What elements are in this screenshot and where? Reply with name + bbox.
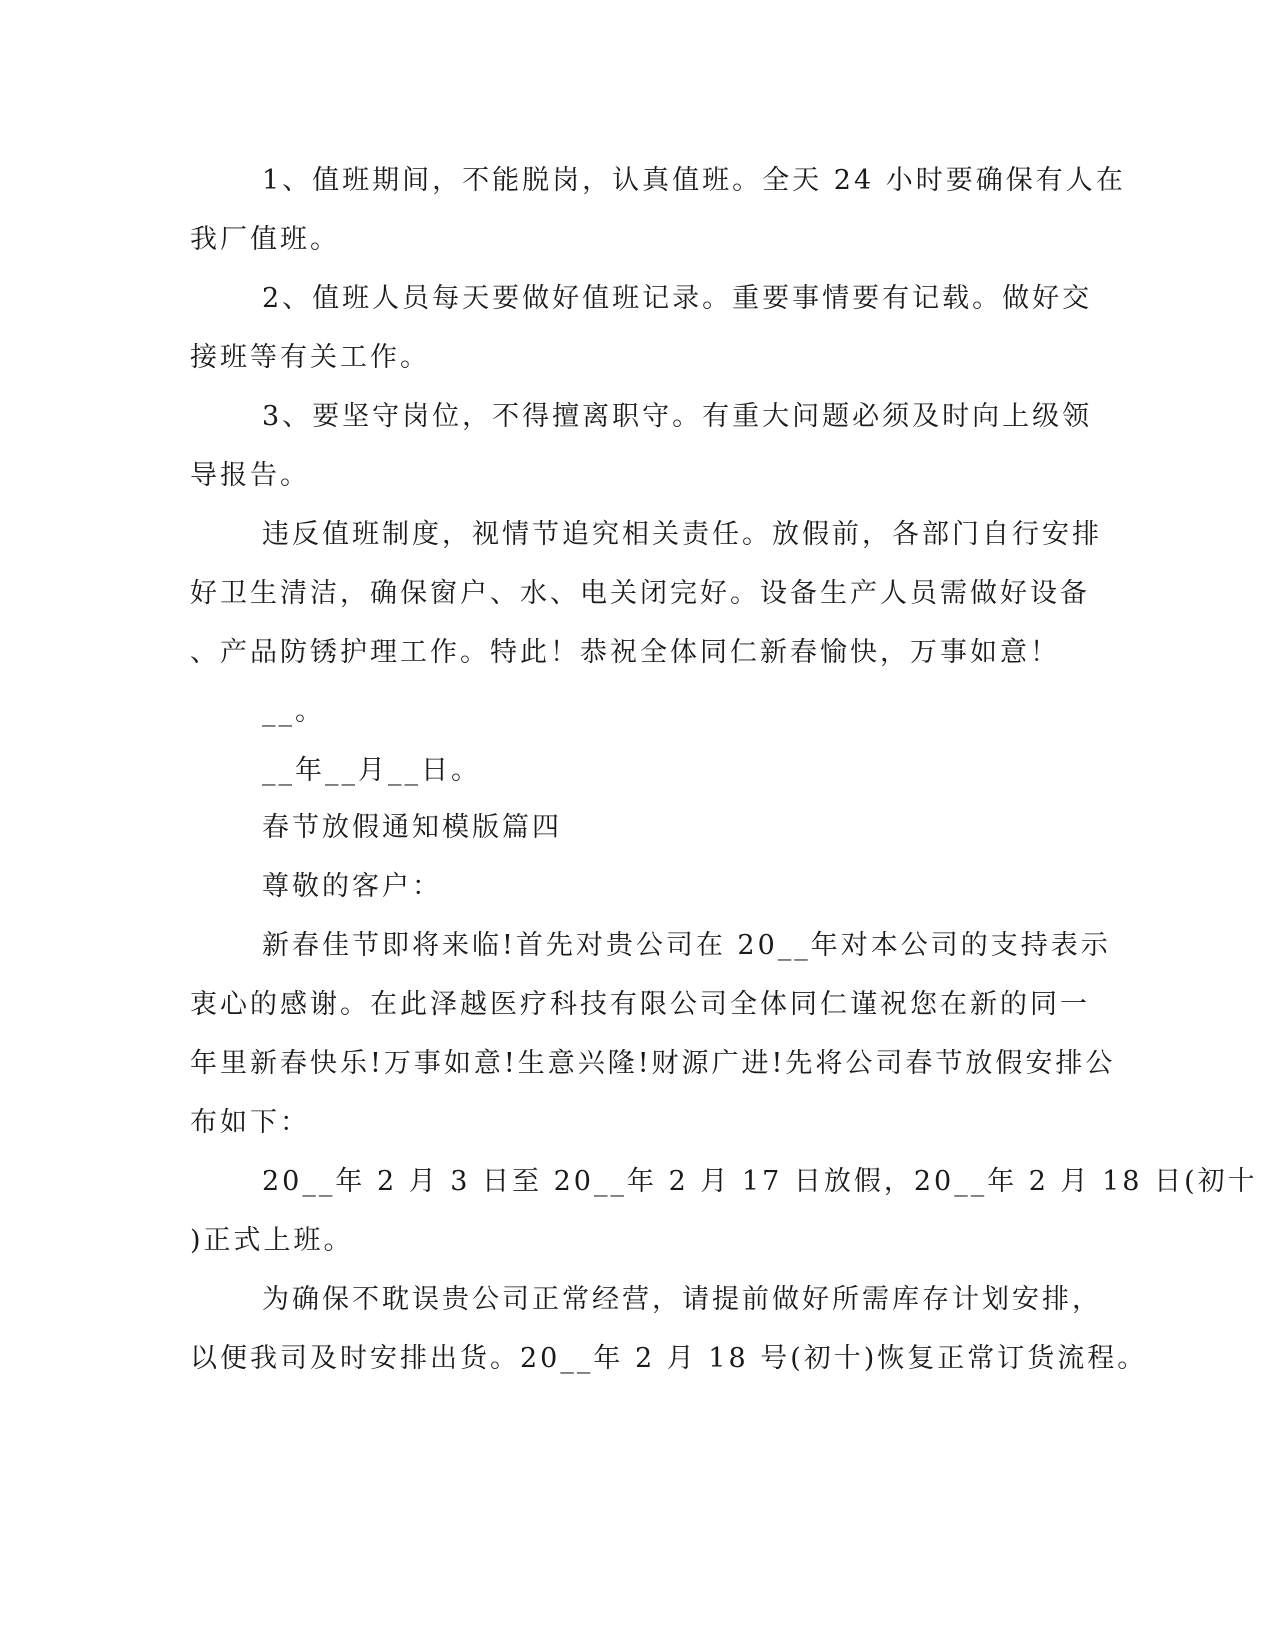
paragraph-duty-3-line-1: 3、要坚守岗位，不得擅离职守。有重大问题必须及时向上级领: [262, 401, 1093, 432]
paragraph-duty-1-line-2: 我厂值班。: [190, 224, 340, 255]
paragraph-schedule-line-1: 20__年 2 月 3 日至 20__年 2 月 17 日放假，20__年 2 月 18 日(初十: [262, 1166, 1258, 1197]
paragraph-greeting-line-3: 年里新春快乐!万事如意!生意兴隆!财源广进!先将公司春节放假安排公: [190, 1048, 1116, 1079]
paragraph-duty-2-line-1: 2、值班人员每天要做好值班记录。重要事情要有记载。做好交: [262, 283, 1093, 314]
paragraph-schedule-line-2: )正式上班。: [190, 1225, 354, 1256]
paragraph-greeting-line-1: 新春佳节即将来临!首先对贵公司在 20__年对本公司的支持表示: [262, 930, 1111, 961]
paragraph-duty-2-line-2: 接班等有关工作。: [190, 342, 430, 373]
section-title: 春节放假通知模版篇四: [262, 812, 562, 843]
paragraph-duty-1-line-1: 1、值班期间，不能脱岗，认真值班。全天 24 小时要确保有人在: [262, 165, 1126, 196]
salutation: 尊敬的客户：: [262, 871, 442, 902]
paragraph-duty-3-line-2: 导报告。: [190, 460, 310, 491]
paragraph-rules-line-2: 好卫生清洁，确保窗户、水、电关闭完好。设备生产人员需做好设备: [190, 578, 1090, 609]
date-blank: __年__月__日。: [262, 755, 481, 786]
paragraph-rules-line-1: 违反值班制度，视情节追究相关责任。放假前，各部门自行安排: [262, 519, 1102, 550]
paragraph-orders-line-1: 为确保不耽误贵公司正常经营，请提前做好所需库存计划安排，: [262, 1284, 1102, 1315]
paragraph-orders-line-2: 以便我司及时安排出货。20__年 2 月 18 号(初十)恢复正常订货流程。: [190, 1343, 1148, 1374]
signature-blank: __。: [262, 696, 325, 727]
paragraph-greeting-line-2: 衷心的感谢。在此泽越医疗科技有限公司全体同仁谨祝您在新的同一: [190, 989, 1090, 1020]
paragraph-greeting-line-4: 布如下：: [190, 1107, 310, 1138]
paragraph-rules-line-3: 、产品防锈护理工作。特此！恭祝全体同仁新春愉快，万事如意！: [190, 637, 1060, 668]
